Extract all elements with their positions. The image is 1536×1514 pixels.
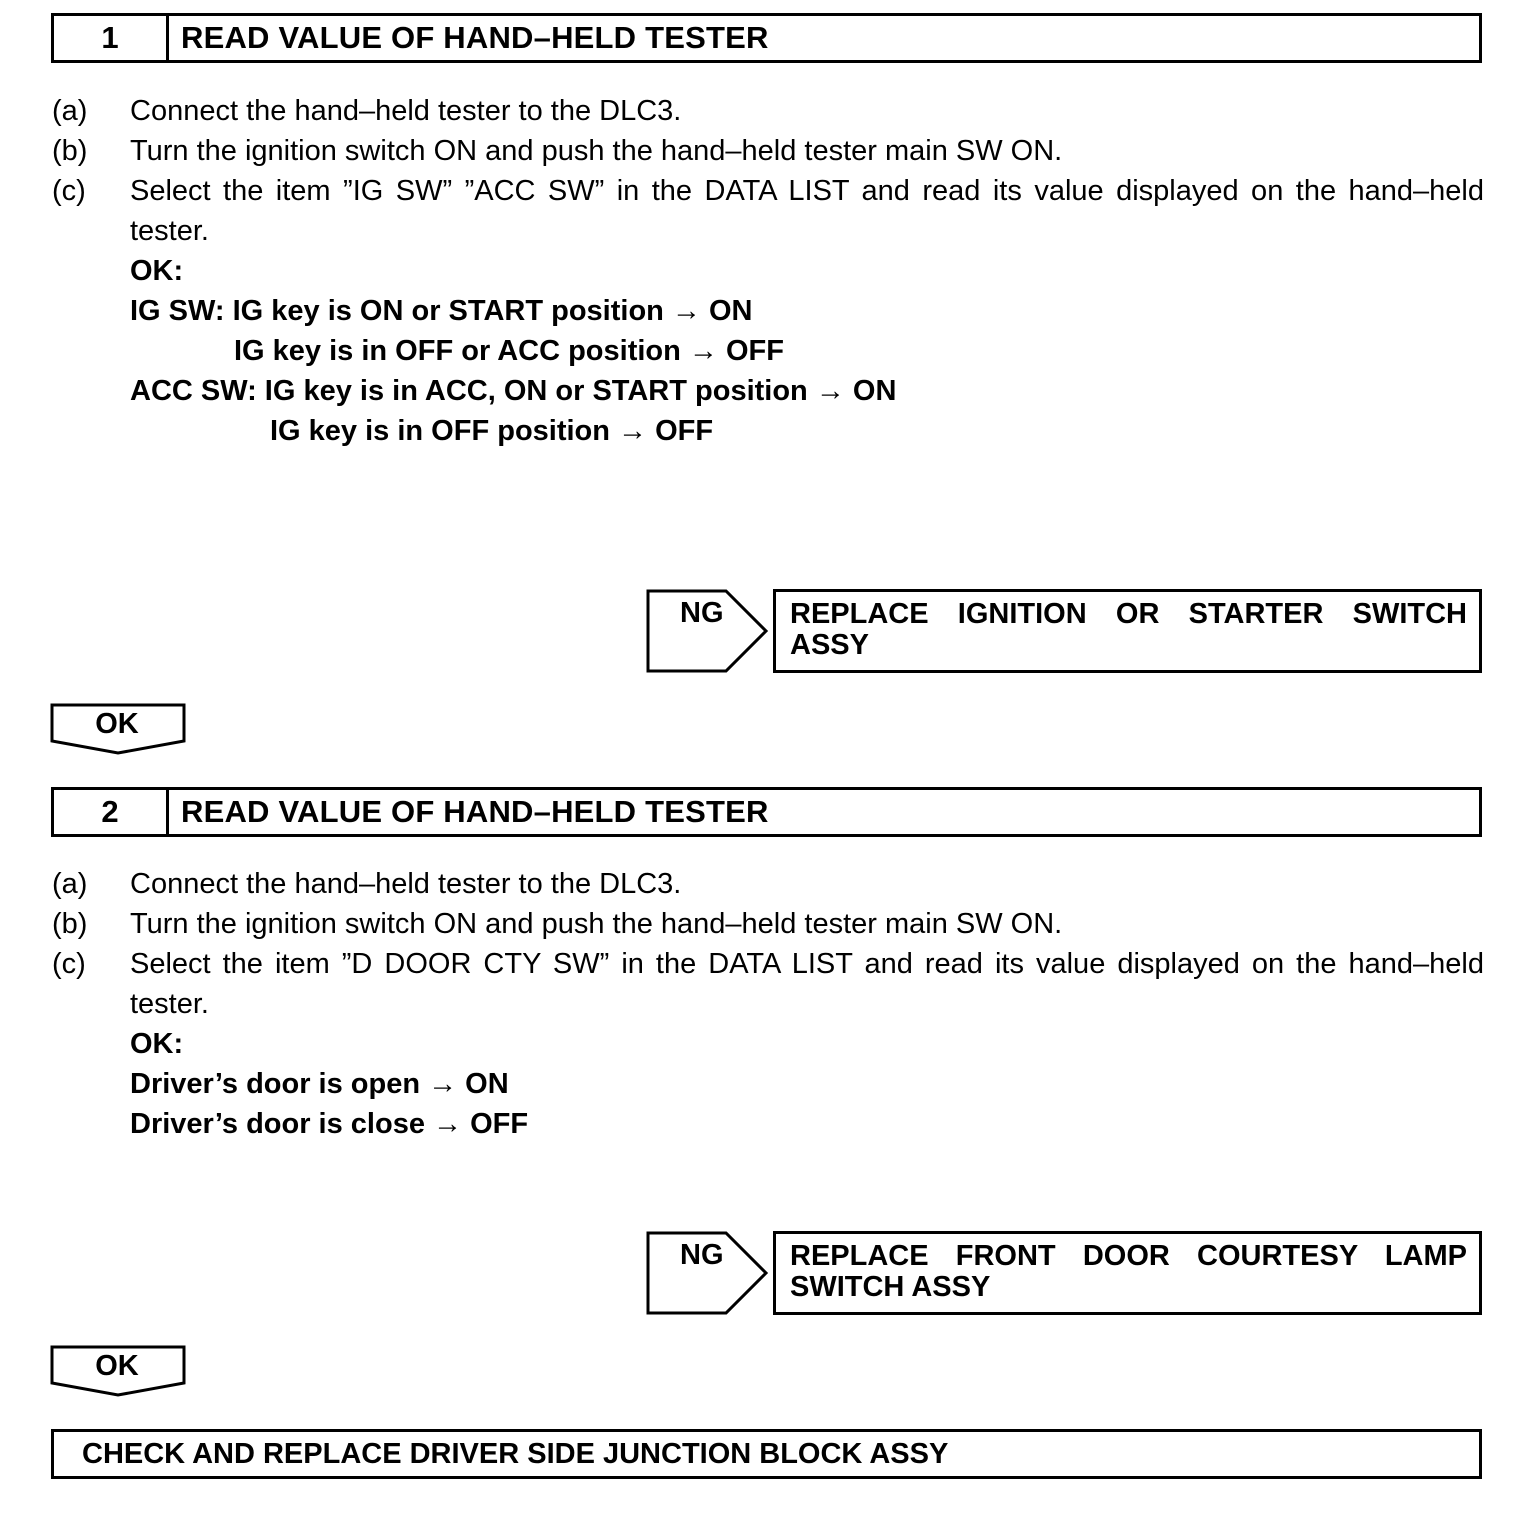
item-label: (c)	[52, 948, 86, 980]
step-2-ng-arrow	[646, 1231, 770, 1315]
step-1-criteria-3: ACC SW: IG key is in ACC, ON or START position → ON	[130, 375, 897, 407]
ng-action-line-2: ASSY	[790, 629, 869, 661]
step-2-header	[51, 787, 1482, 837]
item-label: (b)	[52, 908, 88, 940]
item-label: (a)	[52, 95, 88, 127]
item-text-continued: tester.	[130, 215, 209, 247]
item-label: (b)	[52, 135, 88, 167]
ok-label: OK	[95, 708, 139, 740]
step-1-header	[51, 13, 1482, 63]
step-2-criteria-1: Driver’s door is open → ON	[130, 1068, 509, 1100]
item-text: Turn the ignition switch ON and push the hand–held tester main SW ON.	[130, 908, 1063, 940]
step-2-ok-tab	[50, 1345, 188, 1397]
step-2-ng-action	[773, 1231, 1482, 1315]
ng-action-line-1: REPLACE FRONT DOOR COURTESY LAMP	[790, 1240, 1467, 1272]
step-1-ng-arrow	[646, 589, 770, 673]
item-text-continued: tester.	[130, 988, 209, 1020]
step-1-criteria-4: IG key is in OFF position → OFF	[270, 415, 714, 447]
ng-label: NG	[680, 597, 724, 629]
item-text: Select the item ”IG SW” ”ACC SW” in the DATA LIST and read its value displayed on the hand–held	[130, 175, 1484, 207]
item-text: Connect the hand–held tester to the DLC3.	[130, 95, 682, 127]
step-2-criteria-2: Driver’s door is close → OFF	[130, 1108, 529, 1140]
item-text: Select the item ”D DOOR CTY SW” in the DATA LIST and read its value displayed on the hand–held	[130, 948, 1484, 980]
item-text: Turn the ignition switch ON and push the hand–held tester main SW ON.	[130, 135, 1063, 167]
step-2-ok-heading: OK:	[130, 1028, 184, 1060]
final-action-box	[51, 1429, 1482, 1479]
step-2-number: 2	[54, 790, 169, 834]
step-1-ok-heading: OK:	[130, 255, 184, 287]
item-label: (a)	[52, 868, 88, 900]
final-action-text: CHECK AND REPLACE DRIVER SIDE JUNCTION BLOCK ASSY	[82, 1437, 949, 1470]
item-label: (c)	[52, 175, 86, 207]
ng-label: NG	[680, 1239, 724, 1271]
ok-label: OK	[95, 1350, 139, 1382]
item-text: Connect the hand–held tester to the DLC3.	[130, 868, 682, 900]
ng-action-line-2: SWITCH ASSY	[790, 1271, 991, 1303]
step-1-ng-action	[773, 589, 1482, 673]
ng-action-line-1: REPLACE IGNITION OR STARTER SWITCH	[790, 598, 1467, 630]
step-1-criteria-1: IG SW: IG key is ON or START position → ON	[130, 295, 753, 327]
step-1-ok-tab	[50, 703, 188, 755]
step-1-criteria-2: IG key is in OFF or ACC position → OFF	[234, 335, 784, 367]
step-1-number: 1	[54, 16, 169, 60]
step-2-title: READ VALUE OF HAND–HELD TESTER	[181, 794, 769, 829]
step-1-title: READ VALUE OF HAND–HELD TESTER	[181, 20, 769, 55]
